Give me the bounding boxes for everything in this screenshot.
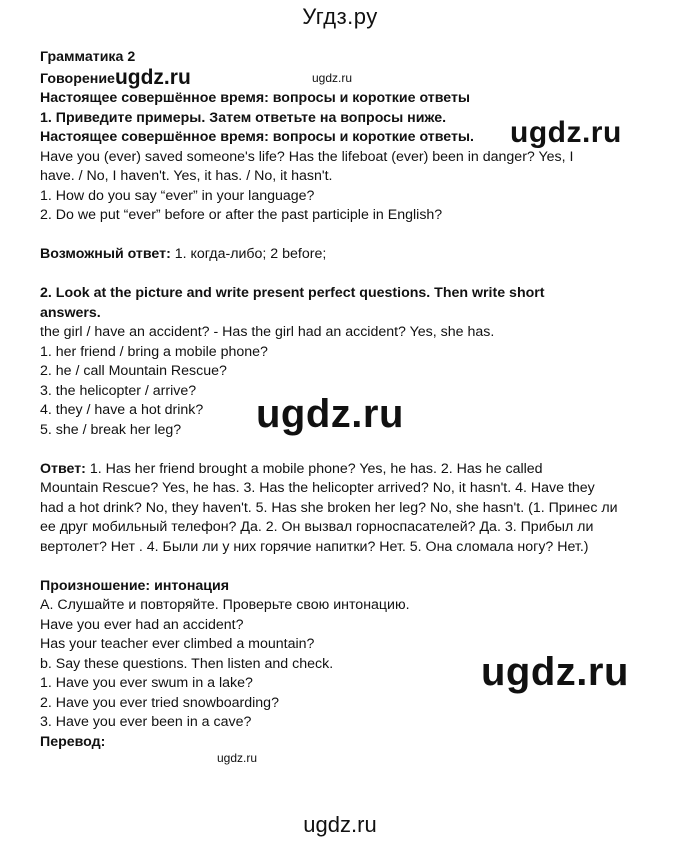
watermark-right-lower: ugdz.ru bbox=[481, 650, 629, 694]
watermark-footer: ugdz.ru bbox=[303, 812, 377, 837]
exercise1-answer-text: 1. когда-либо; 2 before; bbox=[170, 246, 327, 262]
pronunciation-b-item: 1. Have you ever swum in a lake? bbox=[40, 675, 253, 691]
pronunciation-b-instruction: b. Say these questions. Then listen and check. bbox=[40, 655, 334, 672]
exercise1-example-line2: have. / No, I haven't. Yes, it has. / No, it hasn't. bbox=[40, 168, 333, 184]
exercise2-title-line1: 2. Look at the picture and write present perfect questions. Then write short bbox=[40, 285, 545, 301]
exercise2-example: the girl / have an accident? - Has the girl had an accident? Yes, she has. bbox=[40, 324, 495, 340]
exercise2-item: 2. he / call Mountain Rescue? bbox=[40, 363, 227, 379]
pronunciation-a-instruction: A. Слушайте и повторяйте. Проверьте свою интонацию. bbox=[40, 597, 410, 613]
watermark-right-mid: ugdz.ru bbox=[510, 116, 622, 149]
pronunciation-b-item: 3. Have you ever been in a cave? bbox=[40, 714, 252, 730]
watermark-center: ugdz.ru bbox=[256, 392, 404, 436]
exercise1-question-1: 1. How do you say “ever” in your language? bbox=[40, 187, 315, 204]
exercise2-answer-line: ее друг мобильный телефон? Да. 2. Он вызвал горноспасателей? Да. 3. Прибыл ли bbox=[40, 519, 594, 535]
exercise2-answer-line bbox=[40, 460, 640, 480]
exercise2-item: 4. they / have a hot drink? bbox=[40, 402, 204, 418]
watermark-inline: ugdz.ru bbox=[114, 65, 191, 89]
exercise2-answer-text: 1. Has her friend brought a mobile phone? Yes, he has. 2. Has he called bbox=[85, 460, 543, 477]
exercise2-answer-line: вертолет? Нет . 4. Были ли у них горячие напитки? Нет. 5. Она сломала ногу? Нет.) bbox=[40, 538, 589, 555]
exercise2-answer-line: had a hot drink? No, they haven't. 5. Has she broken her leg? No, she hasn't. (1. Принес ли bbox=[40, 499, 618, 516]
exercise2-title-line2: answers. bbox=[40, 304, 101, 321]
pronunciation-title: Произношение: интонация bbox=[40, 577, 230, 594]
exercise2-item: 5. she / break her leg? bbox=[40, 421, 182, 438]
watermark-small-bottom: ugdz.ru bbox=[217, 751, 258, 765]
subsection-label: Говорение bbox=[40, 70, 115, 87]
watermark-small-top: ugdz.ru bbox=[312, 71, 353, 85]
exercise1-question-2: 2. Do we put “ever” before or after the past participle in English? bbox=[40, 207, 443, 223]
exercise1-example-line1: Have you (ever) saved someone's life? Has the lifeboat (ever) been in danger? Yes, I bbox=[40, 148, 574, 165]
pronunciation-a-line: Has your teacher ever climbed a mountain? bbox=[40, 636, 315, 652]
topic-heading: Настоящее совершённое время: вопросы и короткие ответы bbox=[40, 90, 471, 106]
section-heading: Грамматика 2 bbox=[40, 49, 136, 65]
exercise2-answer-line: Mountain Rescue? Yes, he has. 3. Has the helicopter arrived? No, it hasn't. 4. Have they bbox=[40, 480, 595, 496]
exercise2-answer-label: Ответ: bbox=[40, 460, 86, 477]
exercise1-title: 1. Приведите примеры. Затем ответьте на вопросы ниже. bbox=[40, 109, 447, 126]
translation-label: Перевод: bbox=[40, 733, 106, 750]
exercise1-answer bbox=[40, 245, 640, 265]
pronunciation-b-item: 2. Have you ever tried snowboarding? bbox=[40, 694, 279, 711]
pronunciation-a-line: Have you ever had an accident? bbox=[40, 616, 244, 633]
exercise1-subtitle: Настоящее совершённое время: вопросы и короткие ответы. bbox=[40, 129, 474, 145]
site-title: Угдз.ру bbox=[302, 4, 378, 29]
exercise2-item: 1. her friend / bring a mobile phone? bbox=[40, 343, 268, 360]
exercise1-answer-label: Возможный ответ: bbox=[40, 246, 171, 262]
exercise2-item: 3. the helicopter / arrive? bbox=[40, 382, 197, 399]
